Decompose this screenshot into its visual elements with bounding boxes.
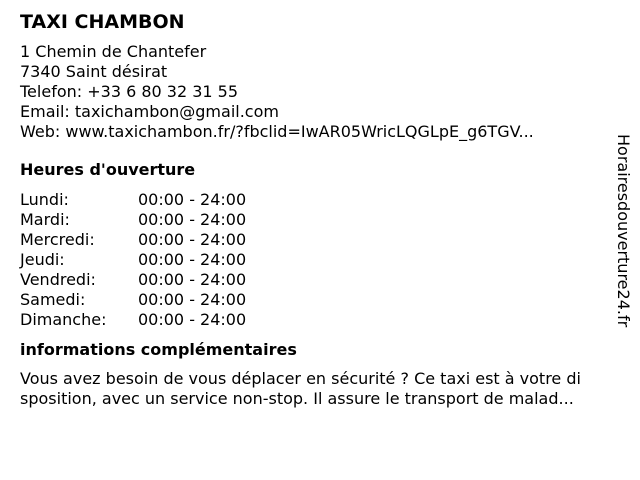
hours-row-friday: [20, 270, 628, 290]
hours-row-wednesday: [20, 230, 628, 250]
web-line: Web: www.taxichambon.fr/?fbclid=IwAR05WricLQGLpE_g6TGV...: [20, 122, 534, 141]
email-line: Email: taxichambon@gmail.com: [20, 102, 279, 121]
hours-day: Mardi:: [20, 210, 70, 229]
hours-time: 00:00 - 24:00: [138, 290, 247, 309]
hours-day: Samedi:: [20, 290, 86, 309]
phone-line: Telefon: +33 6 80 32 31 55: [20, 82, 239, 101]
opening-hours-heading: Heures d'ouverture: [20, 160, 196, 179]
opening-hours-table: [20, 190, 628, 330]
hours-day: Dimanche:: [20, 310, 107, 329]
hours-day: Vendredi:: [20, 270, 96, 289]
hours-time: 00:00 - 24:00: [138, 230, 247, 249]
hours-day: Lundi:: [20, 190, 69, 209]
address-line-1: 1 Chemin de Chantefer: [20, 42, 207, 61]
business-name: TAXI CHAMBON: [20, 11, 185, 33]
hours-day: Mercredi:: [20, 230, 95, 249]
hours-row-sunday: [20, 310, 628, 330]
hours-row-tuesday: [20, 210, 628, 230]
hours-row-thursday: [20, 250, 628, 270]
hours-time: 00:00 - 24:00: [138, 250, 247, 269]
additional-info-line-1: Vous avez besoin de vous déplacer en sécurité ? Ce taxi est à votre di: [20, 369, 581, 388]
hours-time: 00:00 - 24:00: [138, 310, 247, 329]
hours-time: 00:00 - 24:00: [138, 210, 247, 229]
hours-row-monday: [20, 190, 628, 210]
site-watermark-text: Horairesdouverture24.fr: [614, 134, 633, 328]
address-line-2: 7340 Saint désirat: [20, 62, 168, 81]
additional-info-line-2: sposition, avec un service non-stop. Il assure le transport de malad...: [20, 389, 574, 408]
hours-time: 00:00 - 24:00: [138, 190, 247, 209]
hours-row-saturday: [20, 290, 628, 310]
site-watermark: [613, 134, 633, 346]
business-card: [20, 10, 628, 409]
hours-time: 00:00 - 24:00: [138, 270, 247, 289]
hours-day: Jeudi:: [20, 250, 65, 269]
additional-info-heading: informations complémentaires: [20, 340, 297, 359]
